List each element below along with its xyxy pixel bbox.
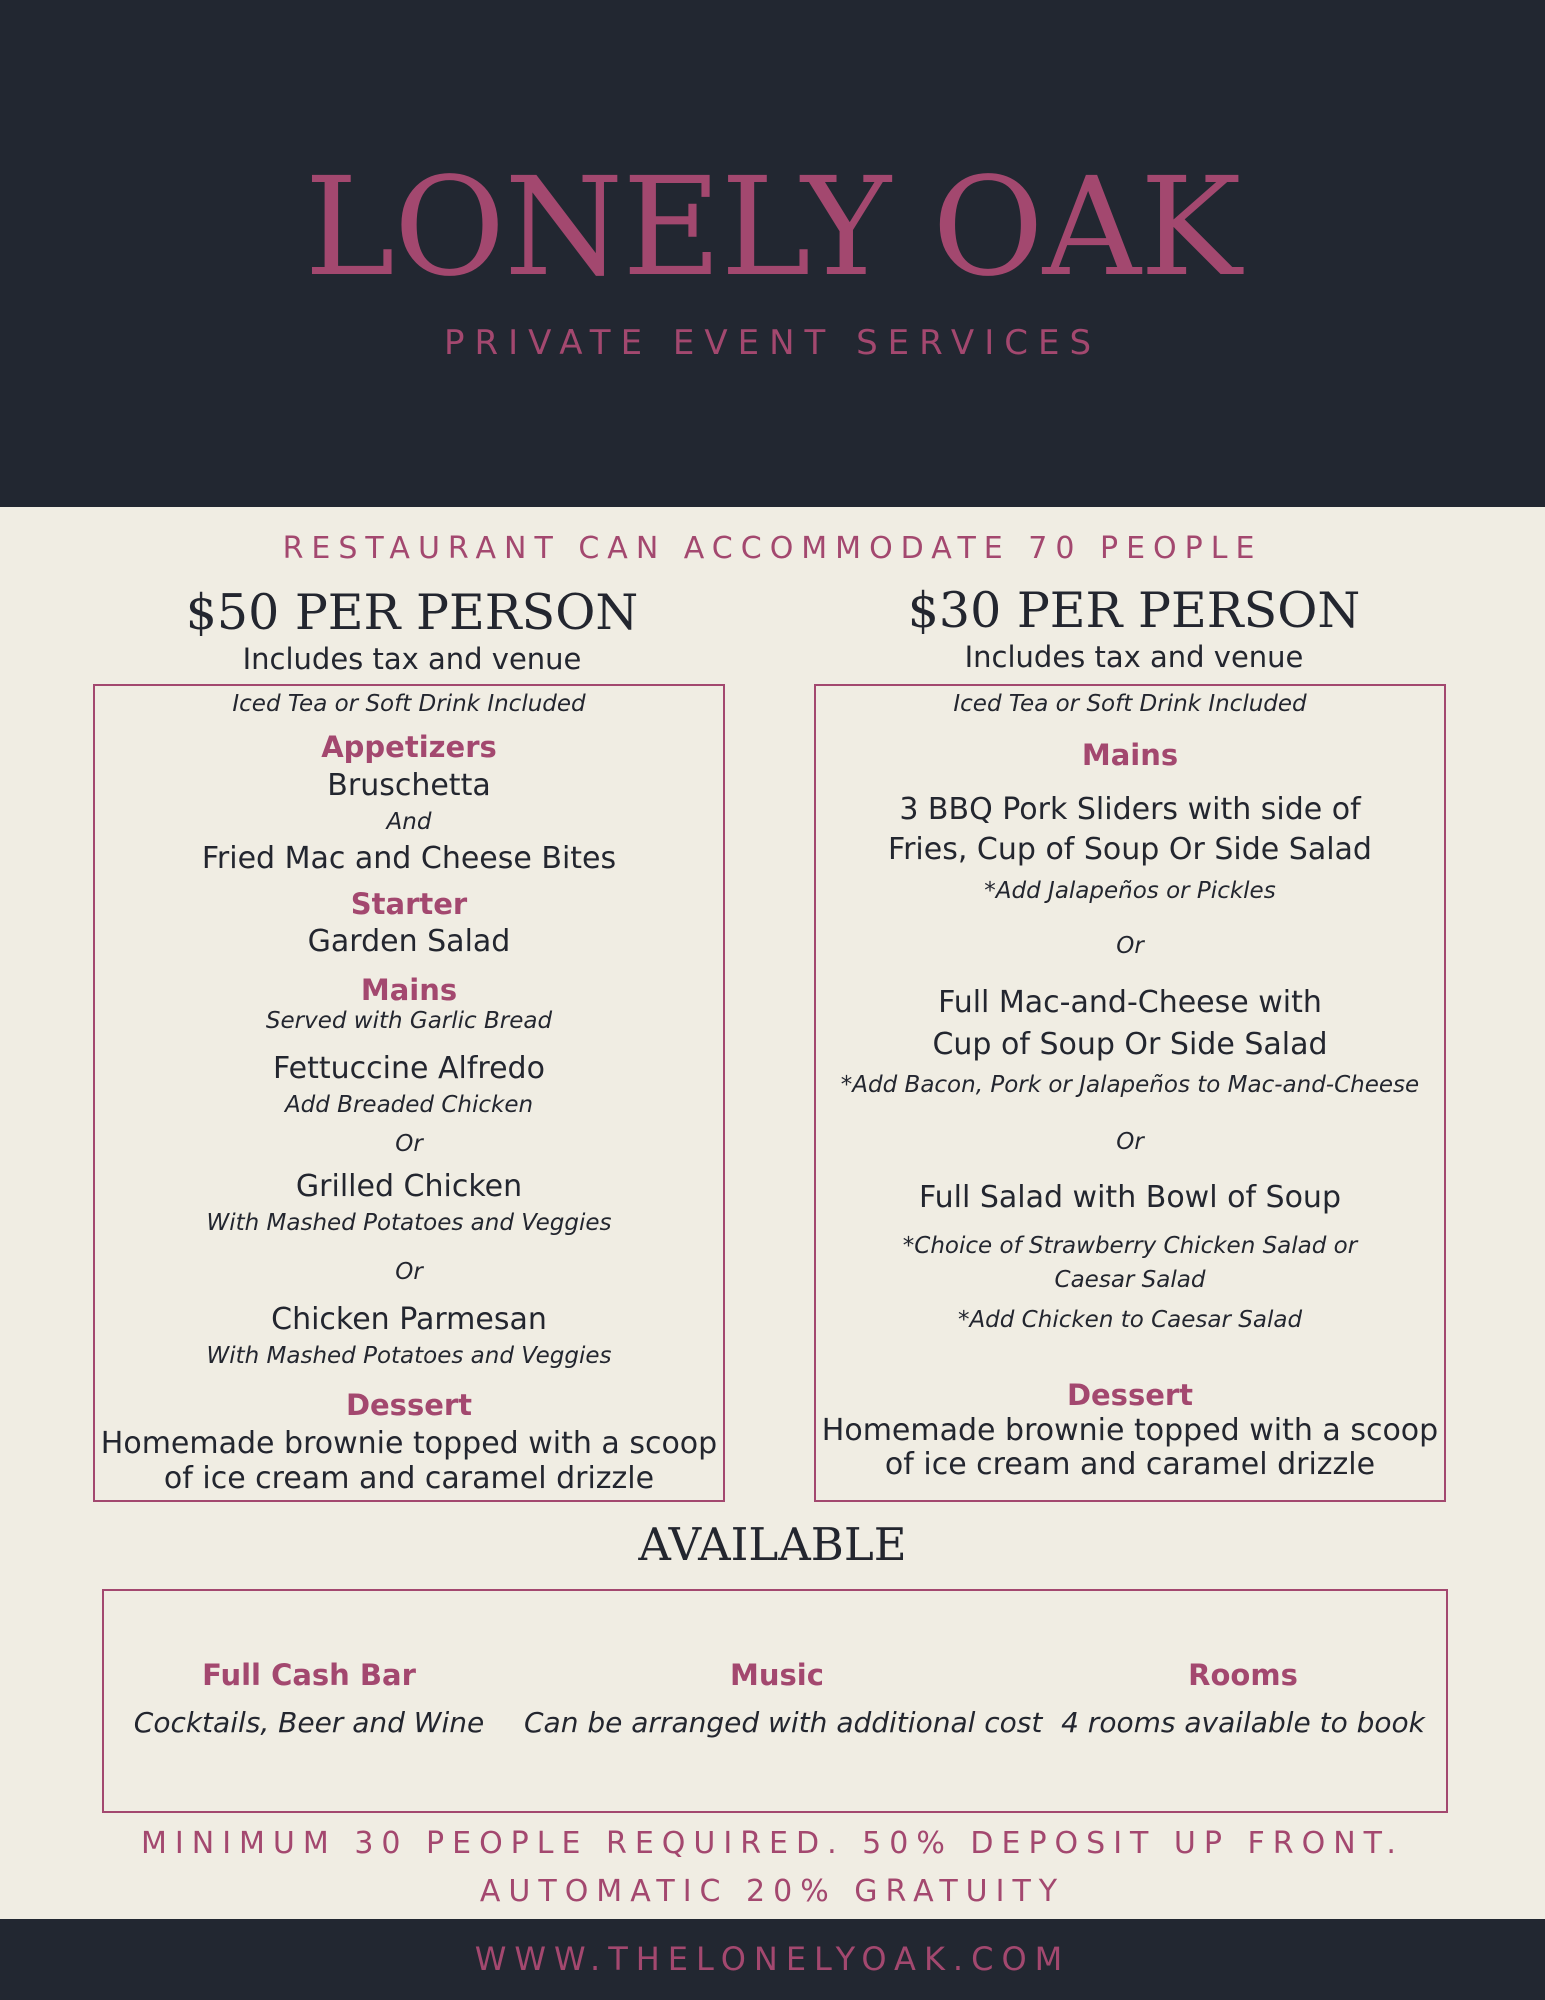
menu-50-appetizer-1: Bruschetta bbox=[327, 768, 491, 803]
available-item-heading: Rooms bbox=[1188, 1658, 1298, 1692]
menu-50-mains-heading: Mains bbox=[360, 973, 458, 1007]
menu-50-main-3-note: With Mashed Potatoes and Veggies bbox=[206, 1343, 612, 1369]
available-item-bar bbox=[104, 1591, 514, 1811]
menu-30-dessert-line-1: Homemade brownie topped with a scoop bbox=[821, 1413, 1439, 1448]
available-item-desc: Cocktails, Beer and Wine bbox=[133, 1706, 485, 1739]
available-item-heading: Full Cash Bar bbox=[202, 1658, 416, 1692]
menu-30-main-1-note: *Add Jalapeños or Pickles bbox=[984, 878, 1276, 904]
menu-30-or-1: Or bbox=[1116, 933, 1144, 959]
menu-50-price: $50 PER PERSON bbox=[185, 584, 639, 641]
footer-banner bbox=[0, 1919, 1545, 2000]
menu-50-main-1: Fettuccine Alfredo bbox=[273, 1051, 545, 1086]
menu-30-drink: Iced Tea or Soft Drink Included bbox=[953, 691, 1307, 717]
menu-30-main-2-line-2: Cup of Soup Or Side Salad bbox=[932, 1027, 1328, 1062]
menu-50-includes: Includes tax and venue bbox=[242, 642, 582, 676]
menu-30-main-3-note-line-1: *Choice of Strawberry Chicken Salad or bbox=[902, 1233, 1358, 1259]
menu-30-main-1-line-2: Fries, Cup of Soup Or Side Salad bbox=[888, 832, 1372, 867]
capacity-note: RESTAURANT CAN ACCOMMODATE 70 PEOPLE bbox=[282, 531, 1263, 566]
website-link[interactable]: WWW.THELONELYOAK.COM bbox=[474, 1940, 1071, 1978]
menu-30-box bbox=[814, 684, 1446, 1502]
menu-30-main-3: Full Salad with Bowl of Soup bbox=[919, 1180, 1341, 1215]
menu-50-starter-heading: Starter bbox=[350, 887, 468, 921]
menu-50-or-1: Or bbox=[395, 1131, 423, 1157]
menu-50-main-2-note: With Mashed Potatoes and Veggies bbox=[206, 1210, 612, 1236]
menu-30-or-2: Or bbox=[1116, 1129, 1144, 1155]
menu-50-box bbox=[93, 684, 725, 1502]
menu-30-price: $30 PER PERSON bbox=[907, 582, 1361, 639]
menu-30-dessert-line-2: of ice cream and caramel drizzle bbox=[884, 1447, 1376, 1482]
menu-30-includes: Includes tax and venue bbox=[964, 640, 1304, 674]
menu-50-dessert-line-1: Homemade brownie topped with a scoop bbox=[100, 1426, 718, 1461]
menu-30-dessert-heading: Dessert bbox=[1066, 1378, 1194, 1412]
menu-30-main-2-line-1: Full Mac-and-Cheese with bbox=[938, 985, 1322, 1020]
terms-line-2: AUTOMATIC 20% GRATUITY bbox=[479, 1874, 1066, 1909]
menu-50-mains-note: Served with Garlic Bread bbox=[265, 1008, 553, 1034]
menu-50-drink: Iced Tea or Soft Drink Included bbox=[232, 691, 586, 717]
brand-title: LONELY OAK bbox=[304, 149, 1241, 307]
menu-50-or-2: Or bbox=[395, 1259, 423, 1285]
menu-50-main-1-note: Add Breaded Chicken bbox=[284, 1092, 534, 1118]
menu-50-appetizer-2: Fried Mac and Cheese Bites bbox=[201, 841, 617, 876]
header-banner bbox=[0, 0, 1545, 507]
terms-line-1: MINIMUM 30 PEOPLE REQUIRED. 50% DEPOSIT UP FRONT. bbox=[141, 1826, 1404, 1861]
menu-30-main-3-note-2: *Add Chicken to Caesar Salad bbox=[957, 1307, 1303, 1333]
menu-30-mains-heading: Mains bbox=[1081, 738, 1179, 772]
menu-50-starter: Garden Salad bbox=[307, 924, 511, 959]
available-title: AVAILABLE bbox=[638, 1518, 907, 1571]
menu-30-main-1-line-1: 3 BBQ Pork Sliders with side of bbox=[899, 792, 1361, 827]
brand-subtitle: PRIVATE EVENT SERVICES bbox=[443, 323, 1102, 363]
menu-50-appetizers-heading: Appetizers bbox=[321, 730, 497, 764]
menu-50-main-2: Grilled Chicken bbox=[295, 1169, 523, 1204]
available-item-desc: Can be arranged with additional cost bbox=[524, 1706, 1043, 1739]
available-item-music bbox=[524, 1591, 1043, 1811]
menu-30-main-3-note-line-2: Caesar Salad bbox=[1054, 1267, 1206, 1293]
menu-50-and: And bbox=[386, 809, 432, 835]
menu-50-dessert-heading: Dessert bbox=[345, 1388, 473, 1422]
menu-50-main-3: Chicken Parmesan bbox=[271, 1302, 547, 1337]
menu-50-dessert-line-2: of ice cream and caramel drizzle bbox=[163, 1461, 655, 1496]
available-item-desc: 4 rooms available to book bbox=[1061, 1706, 1425, 1739]
available-item-rooms bbox=[1040, 1591, 1446, 1811]
menu-30-main-2-note: *Add Bacon, Pork or Jalapeños to Mac-and-Cheese bbox=[840, 1072, 1420, 1098]
available-box bbox=[102, 1589, 1448, 1813]
available-item-heading: Music bbox=[730, 1658, 824, 1692]
